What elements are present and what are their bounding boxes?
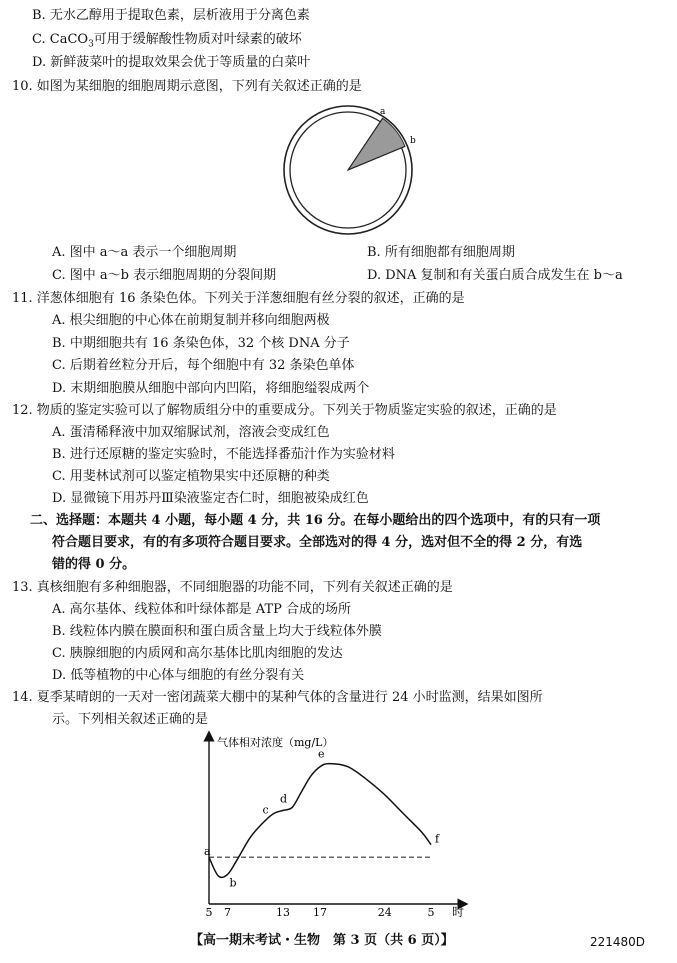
q12-stem: 12. 物质的鉴定实验可以了解物质组分中的重要成分。下列关于物质鉴定实验的叙述，正确的是 xyxy=(12,403,557,418)
section2-line-3: 错的得 0 分。 xyxy=(52,557,136,572)
point-label-c: c xyxy=(262,803,269,817)
x-tick-label: 7 xyxy=(224,906,231,918)
q9-option-c-text: 可用于缓解酸性物质对叶绿素的破坏 xyxy=(93,32,302,47)
q12-option-a: A. 蛋清稀释液中加双缩脲试剂，溶液会变成红色 xyxy=(52,425,330,440)
section2-line-2: 符合题目要求，有的有多项符合题目要求。全部选对的得 4 分，选对但不全的得 2 分，有选 xyxy=(52,535,583,550)
point-label-f: f xyxy=(435,832,440,846)
x-tick-label: 24 xyxy=(377,906,392,918)
q10-stem: 10. 如图为某细胞的细胞周期示意图，下列有关叙述正确的是 xyxy=(12,79,362,94)
cycle-label-b: b xyxy=(410,136,416,146)
q13-option-c: C. 胰腺细胞的内质网和高尔基体比肌肉细胞的发达 xyxy=(52,646,343,661)
page-footer: 【高一期末考试・生物 第 3 页（共 6 页）】 xyxy=(190,933,454,948)
q9-option-c xyxy=(32,32,302,53)
q13-option-d: D. 低等植物的中心体与细胞的有丝分裂有关 xyxy=(52,668,305,683)
q10-option-d: D. DNA 复制和有关蛋白质合成发生在 b～a xyxy=(367,268,623,283)
q10-option-b: B. 所有细胞都有细胞周期 xyxy=(367,245,515,260)
concentration-curve xyxy=(209,764,431,878)
y-axis-label: 气体相对浓度（mg/L） xyxy=(217,736,334,749)
x-tick-label: 5 xyxy=(427,906,435,918)
q9-option-b: B. 无水乙醇用于提取色素，层析液用于分离色素 xyxy=(32,8,310,23)
point-label-d: d xyxy=(280,792,288,806)
x-tick-label: 13 xyxy=(276,906,290,918)
q14-stem-line-1: 14. 夏季某晴朗的一天对一密闭蔬菜大棚中的某种气体的含量进行 24 小时监测，结果如图所 xyxy=(12,690,543,705)
q9-option-c-prefix: C. CaCO xyxy=(32,32,89,47)
cell-cycle-diagram xyxy=(270,100,430,240)
q10-option-c: C. 图中 a～b 表示细胞周期的分裂间期 xyxy=(52,268,277,283)
point-label-a: a xyxy=(204,845,211,859)
q10-option-a: A. 图中 a～a 表示一个细胞周期 xyxy=(52,245,237,260)
q12-option-c: C. 用斐林试剂可以鉴定植物果实中还原糖的种类 xyxy=(52,469,330,484)
q13-stem: 13. 真核细胞有多种细胞器，不同细胞器的功能不同，下列有关叙述正确的是 xyxy=(12,580,453,595)
section2-line-1: 二、选择题：本题共 4 小题，每小题 4 分，共 16 分。在每小题给出的四个选项中，有的只有一项 xyxy=(30,513,601,528)
exam-code: 221480D xyxy=(590,935,646,949)
q9-option-d: D. 新鲜菠菜叶的提取效果会优于等质量的白菜叶 xyxy=(32,55,311,70)
cycle-label-a: a xyxy=(380,107,386,117)
x-tick-label: 5 xyxy=(205,906,213,918)
q12-option-b: B. 进行还原糖的鉴定实验时，不能选择番茄汁作为实验材料 xyxy=(52,447,395,462)
division-phase-sector xyxy=(348,118,405,170)
q9-option-c-subscript: 3 xyxy=(88,39,94,50)
q11-option-d: D. 末期细胞膜从细胞中部向内凹陷，将细胞缢裂成两个 xyxy=(52,381,370,396)
point-label-b: b xyxy=(229,876,237,890)
q13-option-b: B. 线粒体内膜在膜面积和蛋白质含量上均大于线粒体外膜 xyxy=(52,624,382,639)
q11-option-b: B. 中期细胞共有 16 条染色体，32 个核 DNA 分子 xyxy=(52,336,350,351)
point-label-e: e xyxy=(318,747,325,761)
q11-option-a: A. 根尖细胞的中心体在前期复制并移向细胞两极 xyxy=(52,313,330,328)
gas-concentration-chart xyxy=(195,728,495,918)
x-axis-unit-label: 时 xyxy=(452,905,465,918)
q11-option-c: C. 后期着丝粒分开后，每个细胞中有 32 条染色单体 xyxy=(52,358,355,373)
q13-option-a: A. 高尔基体、线粒体和叶绿体都是 ATP 合成的场所 xyxy=(52,602,352,617)
q12-option-d: D. 显微镜下用苏丹Ⅲ染液鉴定杏仁时，细胞被染成红色 xyxy=(52,491,369,506)
q11-stem: 11. 洋葱体细胞有 16 条染色体。下列关于洋葱细胞有丝分裂的叙述，正确的是 xyxy=(12,291,465,306)
x-tick-label: 17 xyxy=(313,906,327,918)
q14-stem-line-2: 示。下列相关叙述正确的是 xyxy=(52,712,209,727)
